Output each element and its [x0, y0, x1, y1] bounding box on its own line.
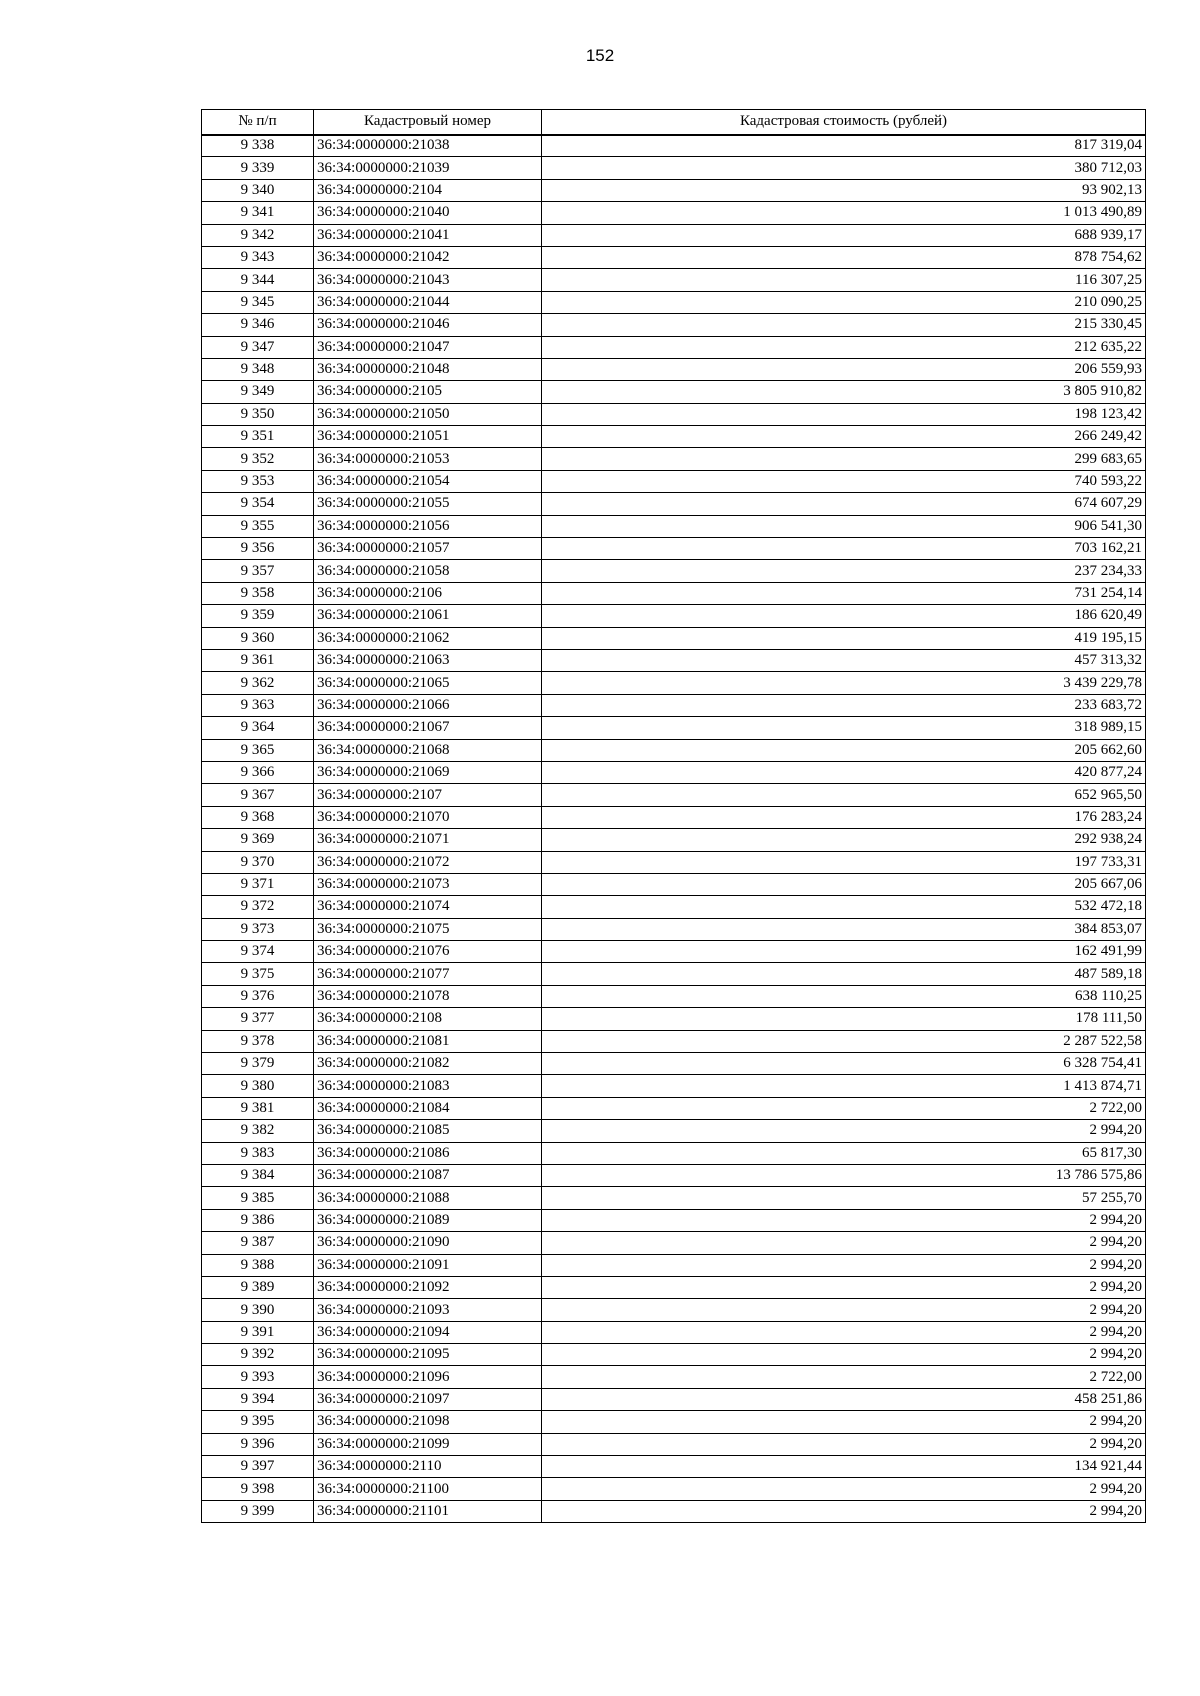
cadastral-value-cell: 740 593,22 [542, 470, 1146, 492]
cadastral-value-cell: 93 902,13 [542, 179, 1146, 201]
table-row [202, 717, 1146, 739]
row-number-cell: 9 368 [202, 806, 314, 828]
cadastral-value-cell: 1 413 874,71 [542, 1075, 1146, 1097]
cadastral-value-cell: 1 013 490,89 [542, 202, 1146, 224]
cadastral-value-cell: 2 722,00 [542, 1366, 1146, 1388]
cadastral-value-cell: 2 994,20 [542, 1344, 1146, 1366]
cadastral-number-cell: 36:34:0000000:21068 [314, 739, 542, 761]
table-row [202, 1299, 1146, 1321]
cadastral-number-cell: 36:34:0000000:21094 [314, 1321, 542, 1343]
row-number-cell: 9 389 [202, 1276, 314, 1298]
cadastral-value-cell: 674 607,29 [542, 493, 1146, 515]
cadastral-number-cell: 36:34:0000000:21072 [314, 851, 542, 873]
cadastral-value-cell: 237 234,33 [542, 560, 1146, 582]
cadastral-value-cell: 2 994,20 [542, 1254, 1146, 1276]
cadastral-value-cell: 176 283,24 [542, 806, 1146, 828]
row-number-cell: 9 366 [202, 761, 314, 783]
cadastral-value-cell: 2 994,20 [542, 1232, 1146, 1254]
table-row [202, 1478, 1146, 1500]
cadastral-value-cell: 65 817,30 [542, 1142, 1146, 1164]
row-number-cell: 9 397 [202, 1456, 314, 1478]
row-number-cell: 9 351 [202, 426, 314, 448]
row-number-cell: 9 380 [202, 1075, 314, 1097]
row-number-cell: 9 339 [202, 157, 314, 179]
row-number-cell: 9 359 [202, 605, 314, 627]
row-number-cell: 9 371 [202, 873, 314, 895]
table-row [202, 896, 1146, 918]
cadastral-value-table [201, 109, 1146, 1523]
cadastral-value-cell: 178 111,50 [542, 1008, 1146, 1030]
cadastral-value-cell: 2 994,20 [542, 1276, 1146, 1298]
table-row [202, 470, 1146, 492]
table-row [202, 1321, 1146, 1343]
table-row [202, 426, 1146, 448]
table-row [202, 806, 1146, 828]
cadastral-value-cell: 116 307,25 [542, 269, 1146, 291]
cadastral-value-cell: 817 319,04 [542, 135, 1146, 157]
cadastral-number-cell: 36:34:0000000:21081 [314, 1030, 542, 1052]
table-row [202, 135, 1146, 157]
page-number: 152 [585, 46, 615, 65]
row-number-cell: 9 345 [202, 291, 314, 313]
cadastral-number-cell: 36:34:0000000:21058 [314, 560, 542, 582]
table-body [202, 135, 1146, 1523]
cadastral-number-cell: 36:34:0000000:21041 [314, 224, 542, 246]
cadastral-number-cell: 36:34:0000000:21055 [314, 493, 542, 515]
cadastral-number-cell: 36:34:0000000:21069 [314, 761, 542, 783]
table-row [202, 851, 1146, 873]
cadastral-value-cell: 2 287 522,58 [542, 1030, 1146, 1052]
table-row [202, 381, 1146, 403]
table-row [202, 1388, 1146, 1410]
table-row [202, 1075, 1146, 1097]
header-cadastral-number: Кадастровый номер [314, 110, 542, 135]
row-number-cell: 9 385 [202, 1187, 314, 1209]
cadastral-value-cell: 731 254,14 [542, 582, 1146, 604]
row-number-cell: 9 388 [202, 1254, 314, 1276]
cadastral-number-cell: 36:34:0000000:21077 [314, 963, 542, 985]
row-number-cell: 9 395 [202, 1411, 314, 1433]
row-number-cell: 9 363 [202, 694, 314, 716]
table-row [202, 403, 1146, 425]
table-row [202, 1097, 1146, 1119]
table-row [202, 1142, 1146, 1164]
row-number-cell: 9 391 [202, 1321, 314, 1343]
row-number-cell: 9 356 [202, 538, 314, 560]
row-number-cell: 9 358 [202, 582, 314, 604]
row-number-cell: 9 382 [202, 1120, 314, 1142]
row-number-cell: 9 352 [202, 448, 314, 470]
table-row [202, 336, 1146, 358]
cadastral-value-cell: 210 090,25 [542, 291, 1146, 313]
cadastral-value-cell: 292 938,24 [542, 829, 1146, 851]
table-row [202, 291, 1146, 313]
cadastral-number-cell: 36:34:0000000:2108 [314, 1008, 542, 1030]
table-row [202, 941, 1146, 963]
cadastral-number-cell: 36:34:0000000:21088 [314, 1187, 542, 1209]
cadastral-value-cell: 212 635,22 [542, 336, 1146, 358]
row-number-cell: 9 349 [202, 381, 314, 403]
cadastral-value-cell: 233 683,72 [542, 694, 1146, 716]
cadastral-number-cell: 36:34:0000000:21048 [314, 358, 542, 380]
table-row [202, 1030, 1146, 1052]
cadastral-value-cell: 906 541,30 [542, 515, 1146, 537]
cadastral-number-cell: 36:34:0000000:2105 [314, 381, 542, 403]
cadastral-value-cell: 57 255,70 [542, 1187, 1146, 1209]
cadastral-value-cell: 198 123,42 [542, 403, 1146, 425]
table-row [202, 269, 1146, 291]
table-row [202, 202, 1146, 224]
cadastral-value-cell: 384 853,07 [542, 918, 1146, 940]
cadastral-value-cell: 652 965,50 [542, 784, 1146, 806]
cadastral-value-cell: 2 994,20 [542, 1433, 1146, 1455]
row-number-cell: 9 392 [202, 1344, 314, 1366]
table-row [202, 157, 1146, 179]
cadastral-number-cell: 36:34:0000000:21070 [314, 806, 542, 828]
row-number-cell: 9 386 [202, 1209, 314, 1231]
row-number-cell: 9 394 [202, 1388, 314, 1410]
table-header-row [202, 110, 1146, 135]
table-row [202, 358, 1146, 380]
cadastral-value-cell: 186 620,49 [542, 605, 1146, 627]
cadastral-value-cell: 6 328 754,41 [542, 1053, 1146, 1075]
table-row [202, 605, 1146, 627]
table-row [202, 873, 1146, 895]
table-row [202, 1456, 1146, 1478]
cadastral-value-cell: 2 994,20 [542, 1500, 1146, 1522]
table-row [202, 985, 1146, 1007]
header-row-number: № п/п [202, 110, 314, 135]
table-row [202, 1164, 1146, 1186]
cadastral-number-cell: 36:34:0000000:21042 [314, 246, 542, 268]
cadastral-number-cell: 36:34:0000000:21044 [314, 291, 542, 313]
cadastral-value-cell: 419 195,15 [542, 627, 1146, 649]
cadastral-number-cell: 36:34:0000000:21056 [314, 515, 542, 537]
table-row [202, 649, 1146, 671]
table-row [202, 1008, 1146, 1030]
cadastral-number-cell: 36:34:0000000:21067 [314, 717, 542, 739]
cadastral-number-cell: 36:34:0000000:21054 [314, 470, 542, 492]
cadastral-number-cell: 36:34:0000000:21046 [314, 314, 542, 336]
cadastral-value-cell: 299 683,65 [542, 448, 1146, 470]
table-row [202, 1209, 1146, 1231]
cadastral-value-cell: 487 589,18 [542, 963, 1146, 985]
table-row [202, 1254, 1146, 1276]
cadastral-number-cell: 36:34:0000000:21074 [314, 896, 542, 918]
row-number-cell: 9 387 [202, 1232, 314, 1254]
cadastral-value-cell: 205 667,06 [542, 873, 1146, 895]
table-row [202, 179, 1146, 201]
row-number-cell: 9 348 [202, 358, 314, 380]
row-number-cell: 9 377 [202, 1008, 314, 1030]
row-number-cell: 9 364 [202, 717, 314, 739]
cadastral-value-cell: 215 330,45 [542, 314, 1146, 336]
cadastral-value-cell: 688 939,17 [542, 224, 1146, 246]
table-row [202, 314, 1146, 336]
table-row [202, 582, 1146, 604]
table-row [202, 1433, 1146, 1455]
row-number-cell: 9 344 [202, 269, 314, 291]
cadastral-value-cell: 2 994,20 [542, 1321, 1146, 1343]
cadastral-number-cell: 36:34:0000000:21043 [314, 269, 542, 291]
table-row [202, 493, 1146, 515]
row-number-cell: 9 342 [202, 224, 314, 246]
cadastral-number-cell: 36:34:0000000:21086 [314, 1142, 542, 1164]
cadastral-value-cell: 318 989,15 [542, 717, 1146, 739]
table-row [202, 627, 1146, 649]
cadastral-number-cell: 36:34:0000000:21093 [314, 1299, 542, 1321]
cadastral-number-cell: 36:34:0000000:21039 [314, 157, 542, 179]
row-number-cell: 9 369 [202, 829, 314, 851]
cadastral-number-cell: 36:34:0000000:21096 [314, 1366, 542, 1388]
cadastral-number-cell: 36:34:0000000:21090 [314, 1232, 542, 1254]
cadastral-number-cell: 36:34:0000000:21092 [314, 1276, 542, 1298]
row-number-cell: 9 361 [202, 649, 314, 671]
table-row [202, 448, 1146, 470]
row-number-cell: 9 357 [202, 560, 314, 582]
cadastral-number-cell: 36:34:0000000:21087 [314, 1164, 542, 1186]
table-row [202, 739, 1146, 761]
row-number-cell: 9 354 [202, 493, 314, 515]
cadastral-value-cell: 2 994,20 [542, 1411, 1146, 1433]
cadastral-value-cell: 266 249,42 [542, 426, 1146, 448]
row-number-cell: 9 379 [202, 1053, 314, 1075]
table-row [202, 672, 1146, 694]
cadastral-value-cell: 532 472,18 [542, 896, 1146, 918]
cadastral-number-cell: 36:34:0000000:2106 [314, 582, 542, 604]
table-row [202, 1187, 1146, 1209]
cadastral-value-cell: 162 491,99 [542, 941, 1146, 963]
table-row [202, 1366, 1146, 1388]
cadastral-number-cell: 36:34:0000000:21099 [314, 1433, 542, 1455]
cadastral-value-cell: 205 662,60 [542, 739, 1146, 761]
row-number-cell: 9 343 [202, 246, 314, 268]
row-number-cell: 9 384 [202, 1164, 314, 1186]
row-number-cell: 9 338 [202, 135, 314, 157]
cadastral-number-cell: 36:34:0000000:21084 [314, 1097, 542, 1119]
row-number-cell: 9 341 [202, 202, 314, 224]
row-number-cell: 9 347 [202, 336, 314, 358]
cadastral-number-cell: 36:34:0000000:21063 [314, 649, 542, 671]
cadastral-value-cell: 13 786 575,86 [542, 1164, 1146, 1186]
row-number-cell: 9 383 [202, 1142, 314, 1164]
cadastral-number-cell: 36:34:0000000:21075 [314, 918, 542, 940]
cadastral-number-cell: 36:34:0000000:21071 [314, 829, 542, 851]
cadastral-value-cell: 703 162,21 [542, 538, 1146, 560]
table-row [202, 829, 1146, 851]
table-row [202, 246, 1146, 268]
cadastral-number-cell: 36:34:0000000:21040 [314, 202, 542, 224]
cadastral-number-cell: 36:34:0000000:21082 [314, 1053, 542, 1075]
cadastral-number-cell: 36:34:0000000:21098 [314, 1411, 542, 1433]
cadastral-number-cell: 36:34:0000000:2110 [314, 1456, 542, 1478]
cadastral-value-cell: 638 110,25 [542, 985, 1146, 1007]
row-number-cell: 9 374 [202, 941, 314, 963]
table-row [202, 918, 1146, 940]
cadastral-number-cell: 36:34:0000000:21038 [314, 135, 542, 157]
cadastral-number-cell: 36:34:0000000:21066 [314, 694, 542, 716]
cadastral-number-cell: 36:34:0000000:21095 [314, 1344, 542, 1366]
cadastral-number-cell: 36:34:0000000:21085 [314, 1120, 542, 1142]
cadastral-number-cell: 36:34:0000000:21091 [314, 1254, 542, 1276]
cadastral-number-cell: 36:34:0000000:21078 [314, 985, 542, 1007]
table-row [202, 963, 1146, 985]
cadastral-value-cell: 420 877,24 [542, 761, 1146, 783]
cadastral-number-cell: 36:34:0000000:21062 [314, 627, 542, 649]
row-number-cell: 9 362 [202, 672, 314, 694]
table-row [202, 761, 1146, 783]
cadastral-number-cell: 36:34:0000000:21083 [314, 1075, 542, 1097]
cadastral-number-cell: 36:34:0000000:2104 [314, 179, 542, 201]
table-row [202, 560, 1146, 582]
header-cadastral-value: Кадастровая стоимость (рублей) [542, 110, 1146, 135]
cadastral-number-cell: 36:34:0000000:21100 [314, 1478, 542, 1500]
cadastral-value-cell: 458 251,86 [542, 1388, 1146, 1410]
row-number-cell: 9 346 [202, 314, 314, 336]
table-row [202, 1232, 1146, 1254]
cadastral-number-cell: 36:34:0000000:21047 [314, 336, 542, 358]
table-row [202, 538, 1146, 560]
row-number-cell: 9 396 [202, 1433, 314, 1455]
cadastral-value-cell: 2 722,00 [542, 1097, 1146, 1119]
cadastral-value-cell: 2 994,20 [542, 1120, 1146, 1142]
row-number-cell: 9 370 [202, 851, 314, 873]
row-number-cell: 9 340 [202, 179, 314, 201]
cadastral-number-cell: 36:34:0000000:21076 [314, 941, 542, 963]
cadastral-value-cell: 457 313,32 [542, 649, 1146, 671]
cadastral-value-cell: 2 994,20 [542, 1299, 1146, 1321]
row-number-cell: 9 390 [202, 1299, 314, 1321]
row-number-cell: 9 367 [202, 784, 314, 806]
cadastral-value-cell: 134 921,44 [542, 1456, 1146, 1478]
row-number-cell: 9 365 [202, 739, 314, 761]
cadastral-value-cell: 380 712,03 [542, 157, 1146, 179]
row-number-cell: 9 350 [202, 403, 314, 425]
cadastral-number-cell: 36:34:0000000:21097 [314, 1388, 542, 1410]
cadastral-number-cell: 36:34:0000000:21050 [314, 403, 542, 425]
table-row [202, 784, 1146, 806]
cadastral-number-cell: 36:34:0000000:21051 [314, 426, 542, 448]
table-row [202, 224, 1146, 246]
cadastral-number-cell: 36:34:0000000:21073 [314, 873, 542, 895]
cadastral-value-cell: 3 805 910,82 [542, 381, 1146, 403]
row-number-cell: 9 373 [202, 918, 314, 940]
cadastral-number-cell: 36:34:0000000:2107 [314, 784, 542, 806]
row-number-cell: 9 393 [202, 1366, 314, 1388]
row-number-cell: 9 376 [202, 985, 314, 1007]
row-number-cell: 9 372 [202, 896, 314, 918]
row-number-cell: 9 381 [202, 1097, 314, 1119]
cadastral-value-cell: 2 994,20 [542, 1209, 1146, 1231]
row-number-cell: 9 378 [202, 1030, 314, 1052]
table-row [202, 1053, 1146, 1075]
cadastral-number-cell: 36:34:0000000:21061 [314, 605, 542, 627]
row-number-cell: 9 398 [202, 1478, 314, 1500]
row-number-cell: 9 375 [202, 963, 314, 985]
table-row [202, 1120, 1146, 1142]
cadastral-value-cell: 206 559,93 [542, 358, 1146, 380]
cadastral-number-cell: 36:34:0000000:21057 [314, 538, 542, 560]
table-row [202, 1276, 1146, 1298]
table-row [202, 1500, 1146, 1522]
row-number-cell: 9 353 [202, 470, 314, 492]
cadastral-value-cell: 2 994,20 [542, 1478, 1146, 1500]
cadastral-value-cell: 3 439 229,78 [542, 672, 1146, 694]
cadastral-number-cell: 36:34:0000000:21101 [314, 1500, 542, 1522]
cadastral-value-cell: 197 733,31 [542, 851, 1146, 873]
row-number-cell: 9 355 [202, 515, 314, 537]
table-row [202, 1411, 1146, 1433]
cadastral-number-cell: 36:34:0000000:21053 [314, 448, 542, 470]
row-number-cell: 9 360 [202, 627, 314, 649]
row-number-cell: 9 399 [202, 1500, 314, 1522]
table-row [202, 1344, 1146, 1366]
cadastral-number-cell: 36:34:0000000:21089 [314, 1209, 542, 1231]
table-row [202, 515, 1146, 537]
cadastral-value-cell: 878 754,62 [542, 246, 1146, 268]
cadastral-number-cell: 36:34:0000000:21065 [314, 672, 542, 694]
table-row [202, 694, 1146, 716]
